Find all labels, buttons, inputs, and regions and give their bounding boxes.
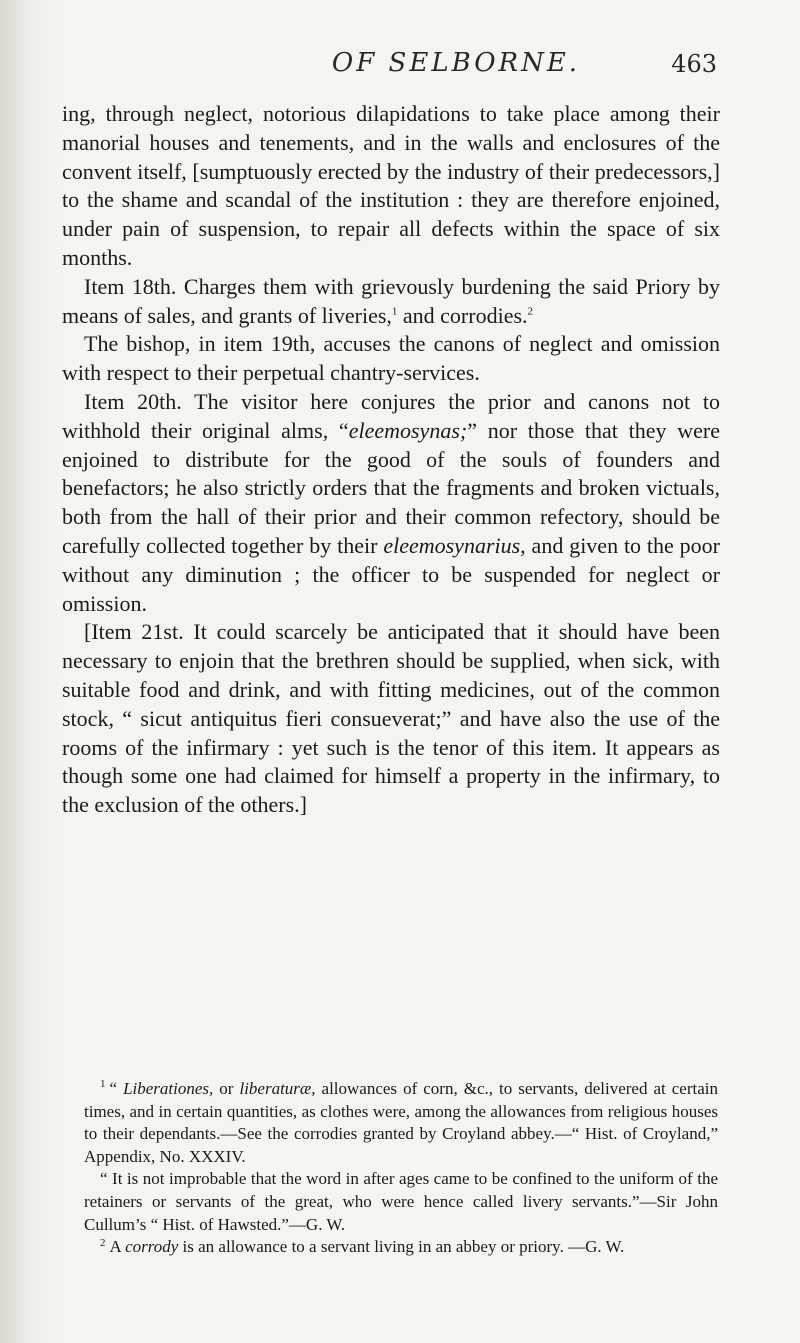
- footnote-text: “ It is not improbable that the word in after ages came to be confined to the uniform of the retainers or servants of the great, who were hence called livery servants.”—Sir John Cullum’s “ Hist. of Hawsted.”—G. W.: [84, 1169, 718, 1234]
- footnote-1-continuation: [84, 1168, 718, 1236]
- paragraph-item-18: [62, 273, 720, 331]
- paragraph-item-20: [62, 388, 720, 618]
- paragraph-text: [Item 21st. It could scarcely be anticipated that it should have been necessary to enjoin that the brethren should be supplied, when sick, with suitable food and drink, and with fitting medicines, out of the common stock, “ sicut antiquitus fieri consueverat;” and have also the use of the rooms of the infirmary : yet such is the tenor of this item. It appears as though some one had claimed for himself a property in the infirmary, to the exclusion of the others.]: [62, 619, 720, 818]
- footnote-text: A: [109, 1237, 126, 1257]
- footnote-1: [84, 1078, 718, 1168]
- latin-term: eleemosynas;: [348, 417, 468, 443]
- paragraph-text: and corrodies.: [397, 302, 528, 328]
- paragraph-dilapidations: [62, 100, 720, 273]
- body-text: [62, 100, 720, 820]
- latin-term: liberaturæ,: [239, 1079, 316, 1098]
- page-number: 463: [671, 50, 717, 78]
- page-header: [195, 44, 717, 84]
- footnotes: [84, 1078, 718, 1259]
- latin-term: Liberationes,: [123, 1079, 214, 1098]
- paragraph-item-21: [62, 618, 720, 820]
- footnote-marker: 2: [100, 1236, 106, 1249]
- footnote-text: is an allowance to a servant living in an abbey or priory. —G. W.: [178, 1237, 625, 1257]
- running-title: OF SELBORNE.: [331, 48, 581, 78]
- paragraph-item-19: [62, 330, 720, 388]
- footnote-marker: 1: [100, 1078, 106, 1091]
- footnote-text: allowances of corn, &c., to servants, delivered at certain times, and in certain quantities, as clothes were, among the allowances from religious houses to their dependants.—See the corrodies granted by Croyland abbey.—“ Hist. of Croyland,” Appendix, No. XXXIV.: [84, 1079, 718, 1166]
- footnote-ref-1: 1: [391, 305, 398, 318]
- paragraph-text: ing, through neglect, notorious dilapidations to take place among their manorial houses and tenements, and in the walls and enclosures of the convent itself, [sumptuously erected by the industry of their predecessors,] to the shame and scandal of the institution : they are therefore enjoined, under pain of suspension, to repair all defects within the space of six months.: [62, 101, 720, 270]
- paragraph-text: ” nor those that they were enjoined to distribute for the good of the souls of founders and benefactors; he also strictly orders that the fragments and broken victuals, both from the hall of their prior and their common refectory, should be carefully collected together by their: [62, 417, 720, 558]
- paragraph-text: and given to the poor without any diminution ; the officer to be suspended for neglect or omission.: [62, 532, 720, 616]
- footnote-2: [84, 1236, 718, 1259]
- footnote-text: “: [109, 1079, 124, 1098]
- paragraph-text: The bishop, in item 19th, accuses the canons of neglect and omission with respect to their perpetual chantry-services.: [62, 331, 720, 386]
- footnote-text: or: [213, 1079, 240, 1098]
- paragraph-text: Item 20th. The visitor here conjures the prior and canons not to withhold their original alms, “: [62, 388, 720, 443]
- paragraph-text: Item 18th. Charges them with grievously burdening the said Priory by means of sales, and grants of liveries,: [62, 273, 720, 328]
- latin-term: eleemosynarius,: [383, 532, 526, 558]
- term-corrody: corrody: [125, 1237, 179, 1257]
- footnote-ref-2: 2: [527, 305, 534, 318]
